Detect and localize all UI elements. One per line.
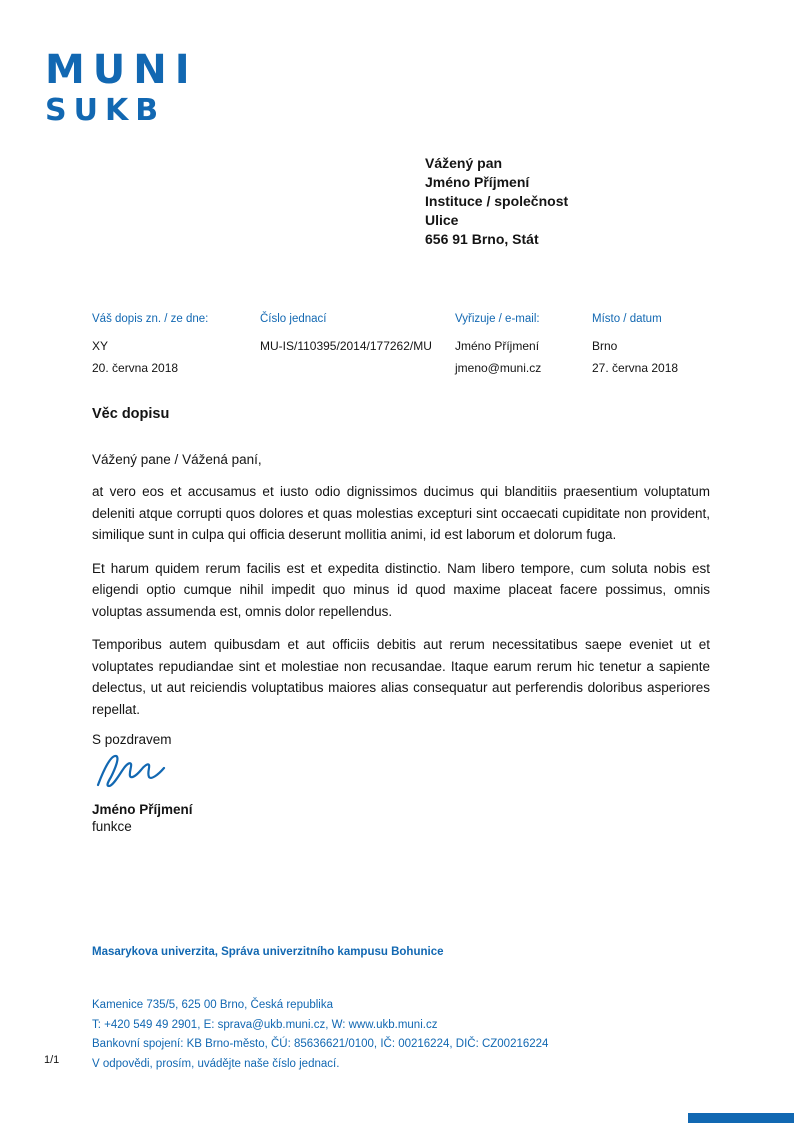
handwritten-signature-image — [94, 751, 710, 800]
letter-body — [92, 406, 710, 834]
meta-value-handler-name: Jméno Příjmení — [455, 339, 540, 353]
meta-col-place-date — [592, 312, 752, 379]
meta-value-file-number-2 — [260, 357, 455, 379]
meta-label-file-number: Číslo jednací — [260, 313, 327, 325]
letter-subject: Věc dopisu — [92, 406, 170, 422]
page-number: 1/1 — [44, 1054, 60, 1066]
letter-salutation: Vážený pane / Vážená paní, — [92, 452, 262, 467]
meta-value-your-ref: XY — [92, 339, 109, 353]
meta-col-your-ref — [92, 312, 260, 379]
footer-address: Kamenice 735/5, 625 00 Brno, Česká republika — [92, 999, 334, 1011]
logo-muni-text: MUNI — [45, 47, 198, 93]
letter-footer — [92, 946, 548, 1074]
recipient-line-street: Ulice — [425, 212, 459, 228]
letter-closing: S pozdravem — [92, 732, 172, 747]
footer-corner-band — [688, 1113, 794, 1123]
meta-value-your-ref-date: 20. června 2018 — [92, 361, 179, 375]
footer-reply-note: V odpovědi, prosím, uvádějte naše číslo jednací. — [92, 1057, 340, 1070]
letter-paragraph-2: Et harum quidem rerum facilis est et expedita distinctio. Nam libero tempore, cum soluta nobis est eligendi optio cumque nihil impedit quo minus id quod maxime placeat facere possimus, omnis voluptas assumenda est, omnis dolor repellendus. — [92, 560, 710, 619]
letter-paragraph-3: Temporibus autem quibusdam et aut officiis debitis aut rerum necessitatibus saepe eveniet ut et voluptates repudiandae sint et molestiae non recusandae. Itaque earum rerum hic tenetur a sapiente delectus, ut aut reiciendis voluptatibus maiores alias consequatur aut perferendis doloribus asperiores repellat. — [92, 637, 710, 717]
recipient-line-city: 656 91 Brno, Stát — [425, 231, 539, 247]
recipient-line-salutation: Vážený pan — [425, 155, 503, 171]
signer-name: Jméno Příjmení — [92, 802, 193, 817]
footer-contacts: T: +420 549 49 2901, E: sprava@ukb.muni.cz, W: www.ukb.muni.cz — [92, 1018, 438, 1031]
meta-label-handled-by: Vyřizuje / e-mail: — [455, 313, 540, 325]
footer-bank-details: Bankovní spojení: KB Brno-město, ČÚ: 85636621/0100, IČ: 00216224, DIČ: CZ00216224 — [92, 1038, 549, 1050]
recipient-address-block — [425, 154, 568, 249]
recipient-line-name: Jméno Příjmení — [425, 174, 530, 190]
recipient-line-institution: Instituce / společnost — [425, 193, 569, 209]
letter-paragraph-1: at vero eos et accusamus et iusto odio dignissimos ducimus qui blanditiis praesentium voluptatum deleniti atque corrupti quos dolores et quas molestias excepturi sint occaecati cupiditate non provident, similique sunt in culpa qui officia deserunt mollitia animi, id est laborum et dolorum fuga. — [92, 484, 710, 542]
signer-role: funkce — [92, 819, 132, 834]
logo-sukb-text: SUKB — [45, 93, 166, 128]
meta-value-place: Brno — [592, 339, 618, 353]
muni-logo — [45, 48, 198, 128]
meta-col-handled-by — [455, 312, 592, 379]
meta-value-date: 27. června 2018 — [592, 361, 679, 375]
footer-organization: Masarykova univerzita, Správa univerzitního kampusu Bohunice — [92, 946, 444, 958]
meta-value-handler-email: jmeno@muni.cz — [455, 361, 542, 375]
meta-label-your-ref: Váš dopis zn. / ze dne: — [92, 313, 209, 325]
meta-label-place-date: Místo / datum — [592, 313, 662, 325]
reference-block — [92, 312, 752, 379]
meta-col-file-number — [260, 312, 455, 379]
meta-value-file-number: MU-IS/110395/2014/177262/MU — [260, 339, 432, 353]
